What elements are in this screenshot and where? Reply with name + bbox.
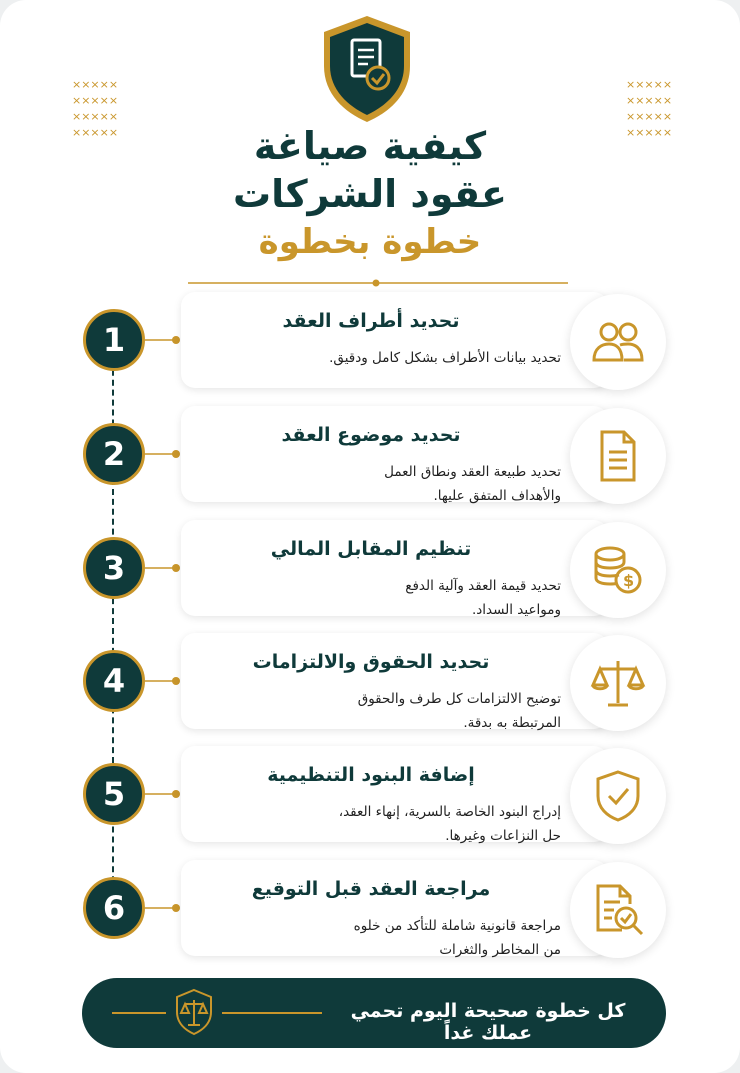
- step-card: [181, 860, 608, 956]
- footer-banner: [82, 978, 666, 1048]
- step-6: [0, 860, 740, 960]
- svg-text:×××××: ×××××: [72, 110, 118, 123]
- step-number: 5: [83, 763, 145, 825]
- svg-text:×××××: ×××××: [626, 126, 672, 136]
- scales-shield-icon: [174, 988, 214, 1036]
- step-title: تحديد موضوع العقد: [281, 424, 461, 446]
- step-connector: [145, 676, 181, 686]
- step-icon-circle: [570, 408, 666, 504]
- step-description: توضيح الالتزامات كل طرف والحقوق المرتبطة به بدقة.: [357, 691, 561, 731]
- step-4: [0, 633, 740, 733]
- document-icon: [590, 428, 646, 484]
- scales-icon: [590, 655, 646, 711]
- step-3: [0, 520, 740, 620]
- svg-text:×××××: ×××××: [626, 78, 672, 91]
- step-icon-circle: [570, 294, 666, 390]
- step-connector: [145, 789, 181, 799]
- step-icon-circle: [570, 635, 666, 731]
- step-number: 6: [83, 877, 145, 939]
- svg-text:$: $: [623, 571, 635, 590]
- footer-divider-middle: [222, 1012, 322, 1014]
- step-2: [0, 406, 740, 506]
- shield-check-icon: [590, 768, 646, 824]
- shield-document-icon: [320, 14, 414, 124]
- step-number: 2: [83, 423, 145, 485]
- step-number: 3: [83, 537, 145, 599]
- step-icon-circle: [570, 862, 666, 958]
- page-title-line1: كيفية صياغة: [253, 124, 487, 168]
- step-1: [0, 292, 740, 392]
- step-connector: [145, 335, 181, 345]
- step-description: إدراج البنود الخاصة بالسرية، إنهاء العقد، حل النزاعات وغيرها.: [338, 804, 561, 844]
- step-connector: [145, 449, 181, 459]
- step-card: [181, 520, 608, 616]
- svg-text:×××××: ×××××: [626, 110, 672, 123]
- svg-text:×××××: ×××××: [72, 94, 118, 107]
- step-5: [0, 746, 740, 846]
- document-search-icon: [590, 882, 646, 938]
- step-title: تنظيم المقابل المالي: [270, 538, 472, 560]
- step-description: مراجعة قانونية شاملة للتأكد من خلوه من المخاطر والثغرات: [353, 918, 561, 958]
- step-description: تحديد قيمة العقد وآلية الدفع ومواعيد السداد.: [405, 578, 561, 618]
- coins-icon: [590, 542, 646, 598]
- step-title: إضافة البنود التنظيمية: [267, 764, 475, 786]
- page-subtitle: خطوة بخطوة: [258, 222, 482, 262]
- svg-text:×××××: ×××××: [626, 94, 672, 107]
- step-title: مراجعة العقد قبل التوقيع: [251, 878, 491, 900]
- step-card: [181, 746, 608, 842]
- step-number: 1: [83, 309, 145, 371]
- step-card: [181, 633, 608, 729]
- svg-text:×××××: ×××××: [72, 126, 118, 136]
- step-connector: [145, 563, 181, 573]
- step-icon-circle: [570, 522, 666, 618]
- title-divider: [188, 278, 568, 288]
- step-number: 4: [83, 650, 145, 712]
- step-title: تحديد أطراف العقد: [282, 310, 460, 332]
- page-title-line2: عقود الشركات: [232, 172, 507, 216]
- svg-text:×××××: ×××××: [72, 78, 118, 91]
- footer-slogan: كل خطوة صحيحة اليوم تحمي عملك غداً: [350, 1000, 626, 1044]
- step-description: تحديد بيانات الأطراف بشكل كامل ودقيق.: [329, 350, 561, 366]
- step-title: تحديد الحقوق والالتزامات: [252, 651, 490, 673]
- step-icon-circle: [570, 748, 666, 844]
- step-description: تحديد طبيعة العقد ونطاق العمل والأهداف المتفق عليها.: [384, 464, 561, 504]
- step-card: [181, 406, 608, 502]
- people-icon: [590, 314, 646, 370]
- footer-divider-left: [112, 1012, 166, 1014]
- step-connector: [145, 903, 181, 913]
- step-card: [181, 292, 608, 388]
